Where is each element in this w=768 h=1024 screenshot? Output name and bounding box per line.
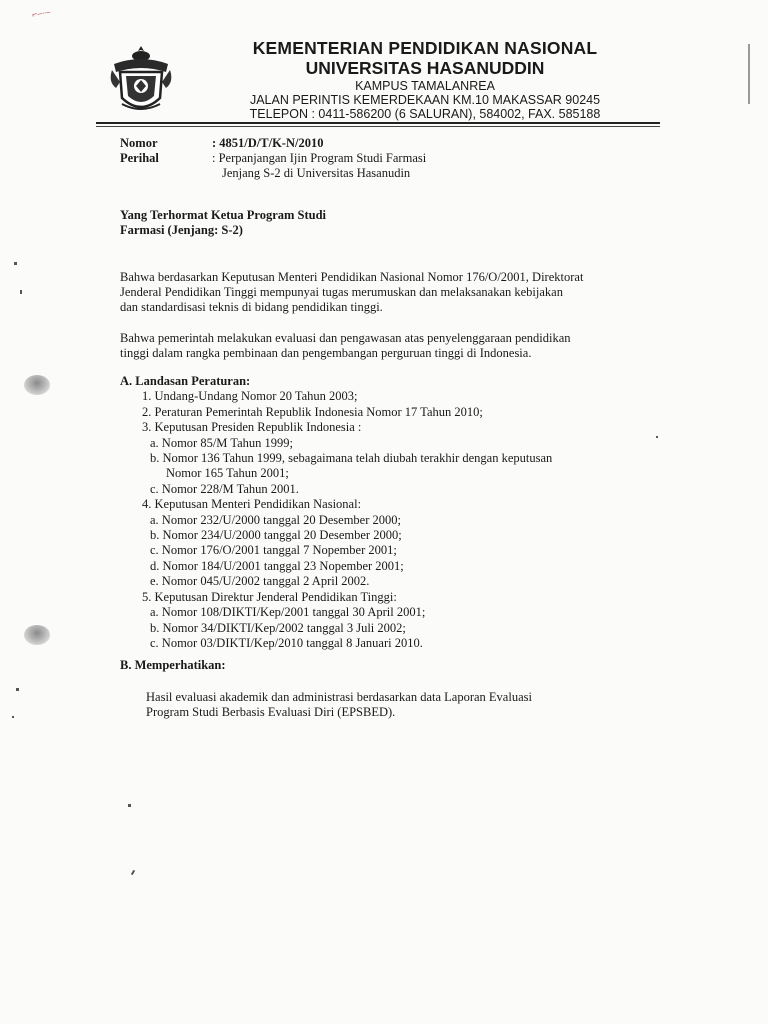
scan-speck — [656, 436, 658, 438]
addressee — [120, 208, 326, 238]
paragraph-line: Program Studi Berbasis Evaluasi Diri (EPSBED). — [146, 705, 396, 719]
sub-list-item-cont: Nomor 165 Tahun 2001; — [166, 466, 289, 481]
university-name: UNIVERSITAS HASANUDDIN — [305, 58, 545, 78]
paragraph-line: dan standardisasi teknis di bidang pendidikan tinggi. — [120, 300, 383, 314]
perihal-label: Perihal — [120, 151, 159, 165]
paragraph-line: Bahwa pemerintah melakukan evaluasi dan pengawasan atas penyelenggaraan pendidikan — [120, 331, 571, 345]
letterhead — [180, 38, 670, 121]
list-item: 1. Undang-Undang Nomor 20 Tahun 2003; — [142, 389, 358, 404]
nomor-label: Nomor — [120, 136, 158, 150]
perihal-value: : Perpanjangan Ijin Program Studi Farmasi — [212, 151, 427, 165]
paragraph-line: Hasil evaluasi akademik dan administrasi berdasarkan data Laporan Evaluasi — [146, 690, 532, 704]
scan-speck — [20, 290, 22, 294]
sub-list-item: e. Nomor 045/U/2002 tanggal 2 April 2002. — [150, 574, 370, 589]
paragraph — [120, 331, 640, 361]
paragraph-line: tinggi dalam rangka pembinaan dan pengembangan perguruan tinggi di Indonesia. — [120, 346, 532, 360]
addressee-line: Farmasi (Jenjang: S-2) — [120, 223, 243, 237]
sub-list-item: c. Nomor 176/O/2001 tanggal 7 Nopember 2001; — [150, 543, 397, 558]
university-crest-icon — [108, 42, 174, 118]
paragraph-line: Jenderal Pendidikan Tinggi mempunyai tugas merumuskan dan melaksanakan kebijakan — [120, 285, 563, 299]
scan-speck — [14, 262, 17, 265]
section-landasan — [120, 374, 660, 651]
phone-line: TELEPON : 0411-586200 (6 SALURAN), 584002, FAX. 585188 — [249, 107, 601, 121]
sub-list-item: d. Nomor 184/U/2001 tanggal 23 Nopember 2001; — [150, 558, 404, 573]
perihal-value-cont: Jenjang S-2 di Universitas Hasanudin — [222, 166, 411, 180]
sub-list-item: a. Nomor 232/U/2000 tanggal 20 Desember 2000; — [150, 512, 401, 527]
ministry-name: KEMENTERIAN PENDIDIKAN NASIONAL — [252, 38, 598, 58]
list-item: 2. Peraturan Pemerintah Republik Indonesia Nomor 17 Tahun 2010; — [142, 404, 483, 419]
sub-list-item: b. Nomor 234/U/2000 tanggal 20 Desember 2000; — [150, 528, 402, 543]
scan-speck — [16, 688, 19, 691]
address-line: JALAN PERINTIS KEMERDEKAAN KM.10 MAKASSAR 90245 — [249, 93, 601, 107]
sub-list-item: a. Nomor 85/M Tahun 1999; — [150, 435, 293, 450]
section-memperhatikan — [146, 690, 626, 720]
nomor-value: : 4851/D/T/K-N/2010 — [212, 136, 324, 150]
list-item: 5. Keputusan Direktur Jenderal Pendidikan Tinggi: — [142, 589, 397, 604]
campus-name: KAMPUS TAMALANREA — [355, 79, 495, 93]
paragraph-line: Bahwa berdasarkan Keputusan Menteri Pendidikan Nasional Nomor 176/O/2001, Direktorat — [120, 270, 584, 284]
sub-list-item: c. Nomor 228/M Tahun 2001. — [150, 481, 299, 496]
letter-meta — [120, 136, 426, 181]
letterhead-rule — [96, 122, 660, 124]
sub-list-item: c. Nomor 03/DIKTI/Kep/2010 tanggal 8 Januari 2010. — [150, 635, 423, 650]
punch-hole — [24, 625, 50, 645]
list-item: 3. Keputusan Presiden Republik Indonesia : — [142, 420, 362, 435]
punch-hole — [24, 375, 50, 395]
addressee-line: Yang Terhormat Ketua Program Studi — [120, 208, 327, 222]
scan-speck — [128, 804, 131, 807]
list-item: 4. Keputusan Menteri Pendidikan Nasional: — [142, 497, 362, 512]
sub-list-item: a. Nomor 108/DIKTI/Kep/2001 tanggal 30 April 2001; — [150, 605, 426, 620]
section-title: B. Memperhatikan: — [120, 658, 226, 672]
scan-speck — [131, 870, 135, 875]
scan-speck — [12, 716, 14, 718]
scan-edge-line — [748, 44, 750, 104]
letterhead-rule-thin — [96, 126, 660, 127]
paragraph — [120, 270, 640, 315]
sub-list-item: b. Nomor 136 Tahun 1999, sebagaimana telah diubah terakhir dengan keputusan — [150, 451, 553, 466]
pen-mark: ⌐–·– — [31, 6, 51, 20]
sub-list-item: b. Nomor 34/DIKTI/Kep/2002 tanggal 3 Juli 2002; — [150, 620, 406, 635]
section-title: A. Landasan Peraturan: — [120, 374, 251, 388]
